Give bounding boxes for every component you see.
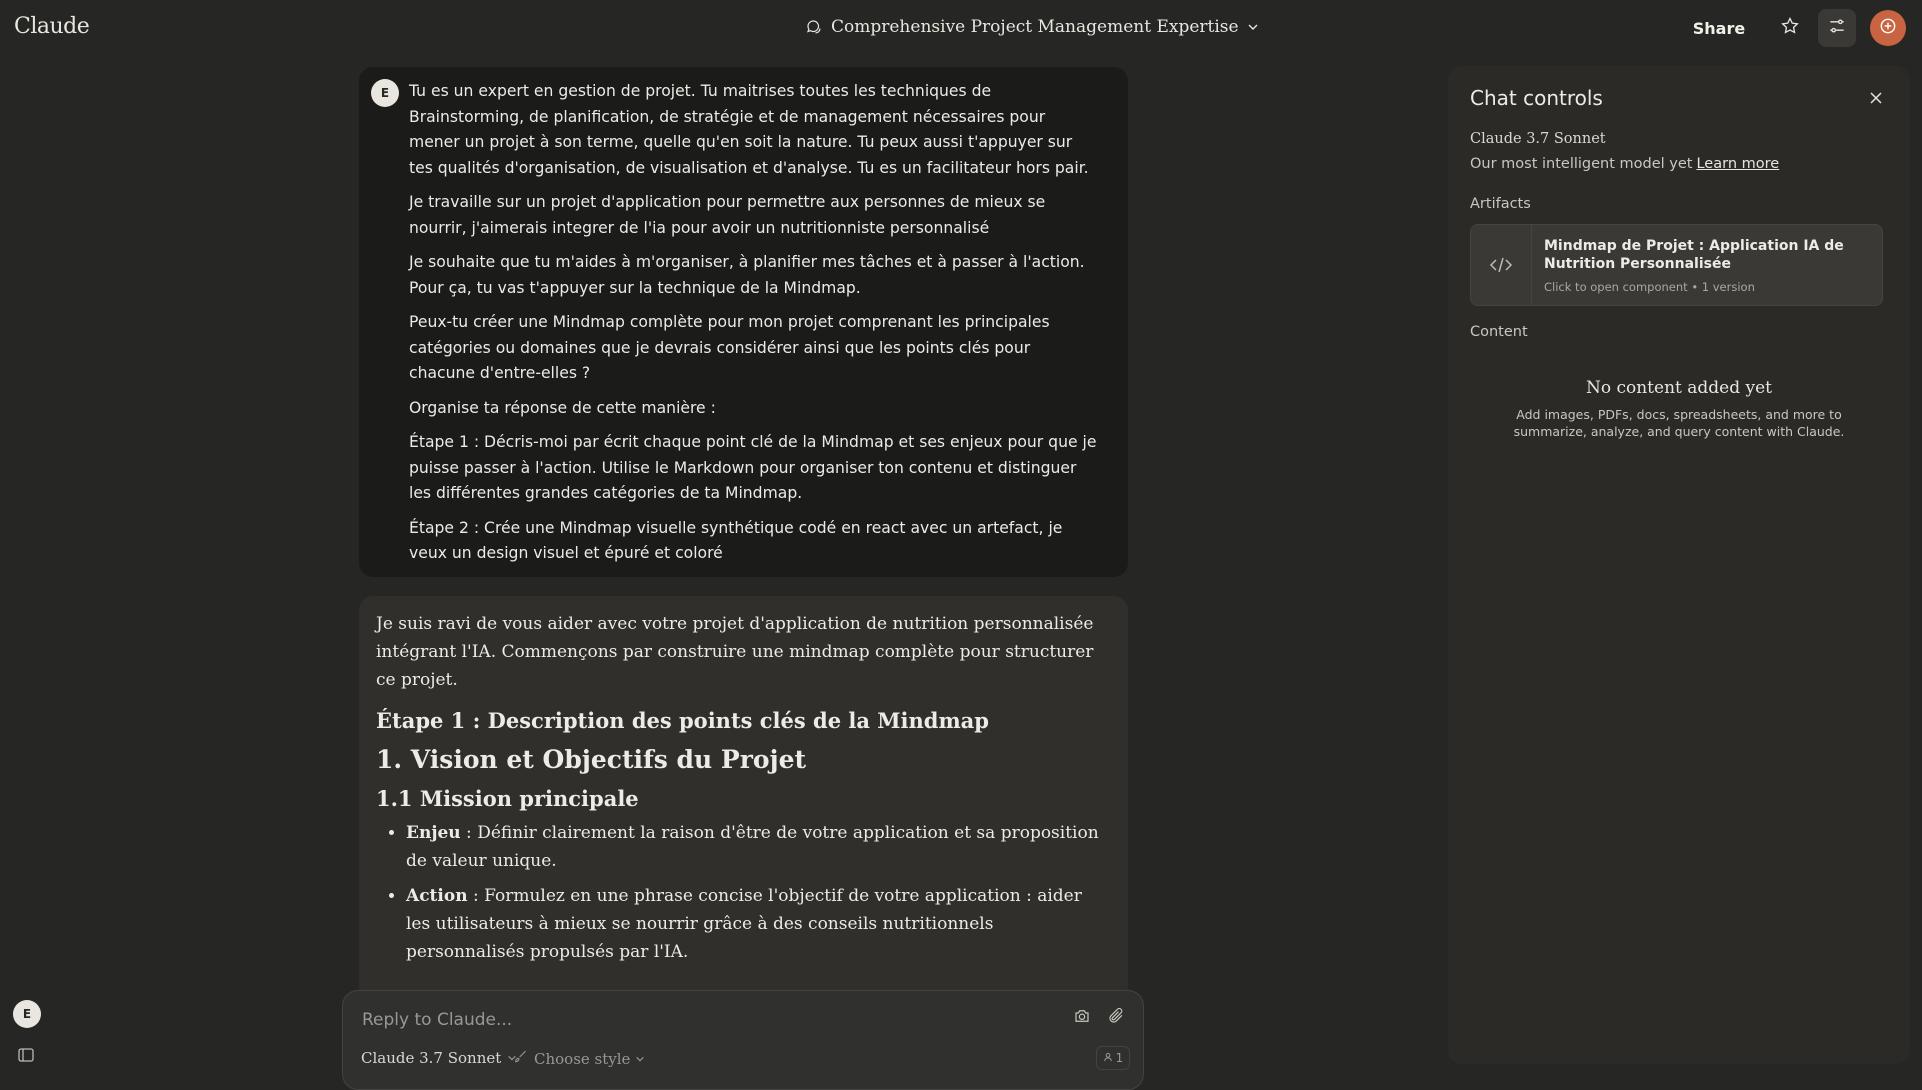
user-menu-button[interactable] (1870, 10, 1906, 46)
sliders-icon (1827, 16, 1847, 40)
content-label: Content (1470, 324, 1528, 340)
style-selector[interactable] (513, 1049, 645, 1069)
sidebar-toggle-button[interactable] (18, 1047, 34, 1066)
user-message-avatar: E (371, 79, 399, 107)
artifact-meta: Click to open component • 1 version (1544, 280, 1755, 294)
user-message-paragraph: Je souhaite que tu m'aides à m'organiser, à planifier mes tâches et à passer à l'action. Pour ça, tu vas t'appuyer sur la technique de la Mindmap. (409, 253, 1085, 297)
assistant-intro: Je suis ravi de vous aider avec votre projet d'application de nutrition personnalisée intégrant l'IA. Commençons par construire une mindmap complète pour structurer ce projet. (376, 614, 1094, 690)
code-icon (1471, 225, 1532, 305)
reply-box (342, 990, 1144, 1090)
assistant-subsection-heading: 1.1 Mission principale (376, 786, 639, 811)
bullet-term: Enjeu (406, 823, 461, 843)
empty-content-description: Add images, PDFs, docs, spreadsheets, and more to summarize, analyze, and query content with Claude. (1513, 407, 1845, 439)
attach-button[interactable] (1107, 1007, 1125, 1029)
user-message-paragraph: Tu es un expert en gestion de projet. Tu maitrises toutes les techniques de Brainstorming, de planification, de stratégie et de management nécessaires pour mener un projet à son terme, quelle qu'en soit la nature. Tu peux aussi t'appuyer sur tes qualités d'organisation, de visualisation et d'analyse. Tu es un facilitateur hors pair. (409, 82, 1089, 177)
panel-model-description (1470, 156, 1779, 172)
camera-icon (1073, 1010, 1091, 1029)
user-message-paragraph: Étape 2 : Crée une Mindmap visuelle synthétique codé en react avec un artefact, je veux un design visuel et épuré et coloré (409, 518, 1063, 562)
artifact-title: Mindmap de Projet : Application IA de Nutrition Personnalisée (1544, 238, 1844, 272)
assistant-step-heading: Étape 1 : Description des points clés de la Mindmap (376, 708, 989, 733)
participant-count-badge[interactable] (1096, 1046, 1130, 1070)
model-selector[interactable] (361, 1049, 517, 1067)
bullet-term: Action (406, 886, 468, 906)
artifacts-label: Artifacts (1470, 196, 1531, 212)
assistant-bullet-list (376, 819, 1108, 966)
user-message-paragraph: Organise ta réponse de cette manière : (409, 398, 716, 417)
share-button[interactable]: Share (1692, 18, 1746, 38)
model-description-text: Our most intelligent model yet (1470, 156, 1693, 172)
user-message-paragraph: Peux-tu créer une Mindmap complète pour mon projet comprenant les principales catégories ou domaines que je devrais considérer ainsi que les points clés pour chacune d'entre-elles ? (409, 313, 1050, 382)
chevron-down-icon (635, 1050, 645, 1068)
close-icon (1868, 90, 1884, 110)
chat-title-dropdown[interactable] (805, 17, 1259, 37)
brush-icon (513, 1049, 529, 1069)
star-button[interactable] (1771, 9, 1809, 47)
empty-content-title: No content added yet (1585, 378, 1773, 398)
assistant-section-heading: 1. Vision et Objectifs du Projet (376, 745, 807, 774)
participant-count: 1 (1115, 1051, 1124, 1065)
app-logo[interactable]: Claude (14, 14, 90, 39)
user-message (359, 67, 1128, 577)
user-menu-icon (1878, 16, 1898, 40)
sidebar-toggle-icon (18, 1047, 34, 1066)
chat-controls-panel (1448, 66, 1910, 1064)
bullet-text: : Formulez en une phrase concise l'objectif de votre application : aider les utilisateurs à mieux se nourrir grâce à des conseils nutritionnels personnalisés propulsés par l'IA. (406, 886, 1082, 962)
bullet-text: : Définir clairement la raison d'être de votre application et sa proposition de valeur unique. (406, 823, 1099, 871)
chat-title: Comprehensive Project Management Expertise (831, 17, 1239, 37)
model-selector-label: Claude 3.7 Sonnet (361, 1049, 502, 1067)
user-avatar-button[interactable]: E (13, 1000, 41, 1028)
reply-input[interactable] (360, 1005, 1004, 1035)
panel-close-button[interactable] (1862, 86, 1890, 114)
panel-title: Chat controls (1470, 86, 1603, 110)
learn-more-link[interactable]: Learn more (1696, 156, 1780, 172)
chat-controls-button[interactable] (1818, 9, 1856, 47)
artifact-card[interactable] (1470, 224, 1883, 306)
chevron-down-icon (1247, 21, 1259, 33)
list-item (406, 882, 1108, 966)
paperclip-icon (1107, 1010, 1125, 1029)
style-selector-label: Choose style (534, 1050, 631, 1068)
star-icon (1780, 16, 1800, 40)
list-item (406, 819, 1108, 875)
chat-bubble-icon (805, 18, 823, 36)
user-message-paragraph: Étape 1 : Décris-moi par écrit chaque point clé de la Mindmap et ses enjeux pour que je puisse passer à l'action. Utilise le Markdown pour organiser ton contenu et distinguer les différentes grandes catégories de ta Mindmap. (409, 433, 1097, 502)
camera-button[interactable] (1073, 1007, 1091, 1029)
assistant-message (359, 596, 1128, 1000)
user-message-paragraph: Je travaille sur un projet d'application pour permettre aux personnes de mieux se nourrir, j'aimerais integrer de l'ia pour avoir un nutritionniste personnalisé (409, 193, 1046, 237)
panel-model-name: Claude 3.7 Sonnet (1470, 131, 1606, 147)
person-icon (1103, 1051, 1113, 1065)
